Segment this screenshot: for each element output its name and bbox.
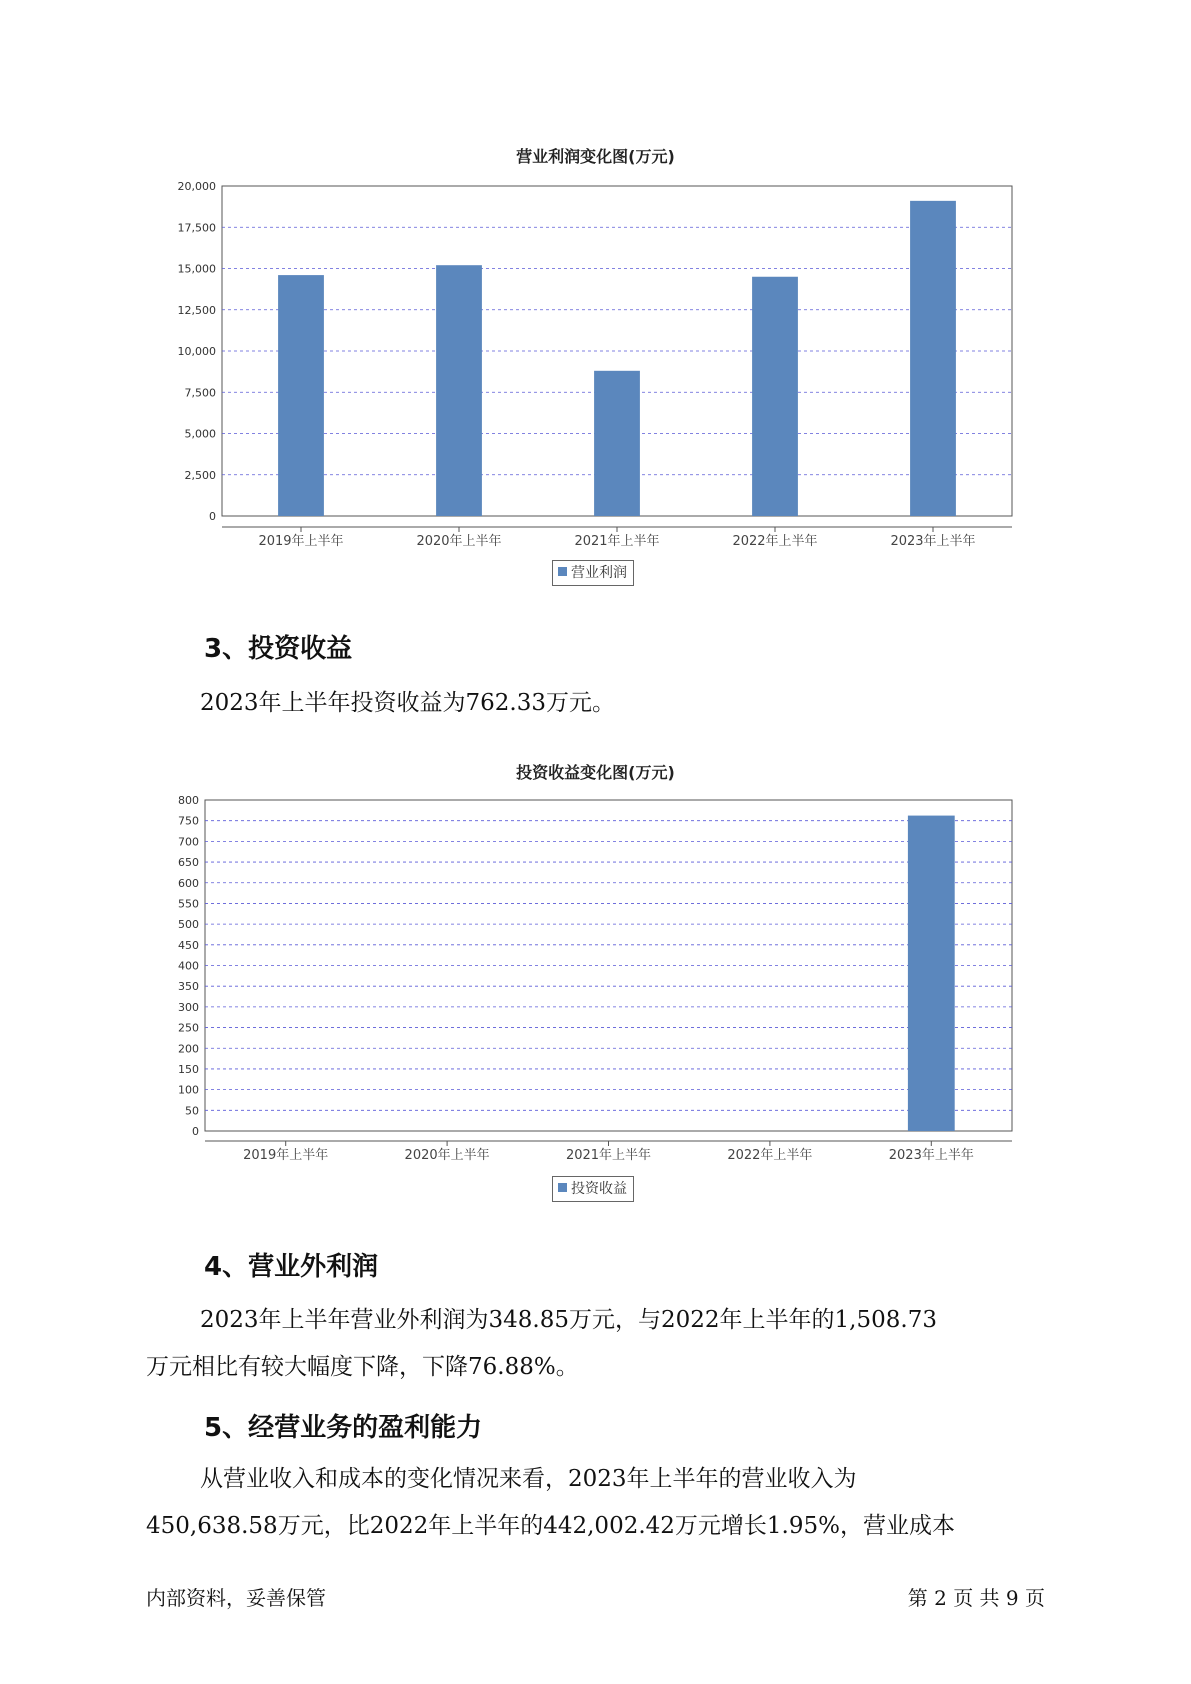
operating-profit-ytick-label: 7,500 <box>184 386 216 400</box>
investment-income-ytick-label: 50 <box>185 1104 199 1118</box>
operating-profit-xtick-label: 2020年上半年 <box>416 534 502 549</box>
investment-income-ytick-label: 0 <box>192 1125 199 1138</box>
operating-profit-xtick-label: 2019年上半年 <box>258 534 344 549</box>
investment-income-ytick-label: 650 <box>178 856 199 870</box>
investment-income-ytick-label: 250 <box>178 1021 199 1035</box>
section-5-line-1: 从营业收入和成本的变化情况来看，2023年上半年的营业收入为 <box>200 1466 857 1492</box>
operating-profit-xtick-label: 2022年上半年 <box>732 534 818 549</box>
investment-income-legend <box>552 1176 634 1202</box>
investment-income-bar <box>908 816 955 1131</box>
investment-income-ytick-label: 350 <box>178 980 199 994</box>
section-4-line-2: 万元相比有较大幅度下降，下降76.88%。 <box>146 1354 579 1380</box>
footer-left: 内部资料，妥善保管 <box>146 1586 326 1610</box>
investment-income-ytick-label: 750 <box>178 814 199 828</box>
operating-profit-legend-label: 营业利润 <box>571 565 627 581</box>
operating-profit-ytick-label: 0 <box>209 510 216 523</box>
investment-income-xtick-label: 2023年上半年 <box>888 1148 974 1163</box>
footer-page-number: 第 2 页 共 9 页 <box>907 1586 1045 1610</box>
investment-income-ytick-label: 500 <box>178 918 199 932</box>
legend-swatch <box>558 1183 567 1192</box>
section-3-heading: 3、投资收益 <box>204 634 353 664</box>
section-4-heading: 4、营业外利润 <box>204 1252 379 1282</box>
operating-profit-ytick-label: 17,500 <box>177 221 216 235</box>
investment-income-ytick-label: 150 <box>178 1062 199 1076</box>
operating-profit-ytick-label: 12,500 <box>177 303 216 317</box>
investment-income-ytick-label: 700 <box>178 835 199 849</box>
investment-income-ytick-label: 300 <box>178 1000 199 1014</box>
investment-income-ytick-label: 800 <box>178 794 199 807</box>
investment-income-xtick-label: 2020年上半年 <box>404 1148 490 1163</box>
section-5-line-2: 450,638.58万元，比2022年上半年的442,002.42万元增长1.95%，营业成本 <box>146 1513 955 1539</box>
investment-income-xtick-label: 2021年上半年 <box>565 1148 652 1163</box>
operating-profit-xtick-label: 2021年上半年 <box>574 534 660 549</box>
investment-income-xtick-label: 2019年上半年 <box>243 1148 329 1163</box>
section-5-heading: 5、经营业务的盈利能力 <box>204 1413 483 1443</box>
operating-profit-ytick-label: 15,000 <box>177 262 216 276</box>
operating-profit-ytick-label: 2,500 <box>184 468 216 482</box>
investment-income-ytick-label: 550 <box>178 897 199 911</box>
operating-profit-ytick-label: 10,000 <box>177 345 216 358</box>
investment-income-ytick-label: 600 <box>178 876 199 890</box>
section-5-paragraph <box>146 1456 1046 1550</box>
investment-income-ytick-label: 450 <box>178 938 199 952</box>
operating-profit-ytick-label: 5,000 <box>184 427 216 441</box>
operating-profit-xtick-label: 2023年上半年 <box>890 534 976 549</box>
investment-income-chart-title: 投资收益变化图(万元) <box>516 763 675 782</box>
investment-income-ytick-label: 400 <box>178 959 199 973</box>
investment-income-ytick-label: 200 <box>178 1042 199 1056</box>
operating-profit-chart-title: 营业利润变化图(万元) <box>516 147 675 166</box>
section-4-line-1: 2023年上半年营业外利润为348.85万元，与2022年上半年的1,508.73 <box>200 1307 937 1333</box>
operating-profit-ytick-label: 20,000 <box>177 180 216 193</box>
section-3-text: 2023年上半年投资收益为762.33万元。 <box>200 690 616 716</box>
investment-income-legend-label: 投资收益 <box>571 1181 627 1197</box>
investment-income-ytick-label: 100 <box>178 1083 199 1097</box>
investment-income-xtick-label: 2022年上半年 <box>727 1148 813 1163</box>
section-4-paragraph <box>146 1297 1046 1391</box>
